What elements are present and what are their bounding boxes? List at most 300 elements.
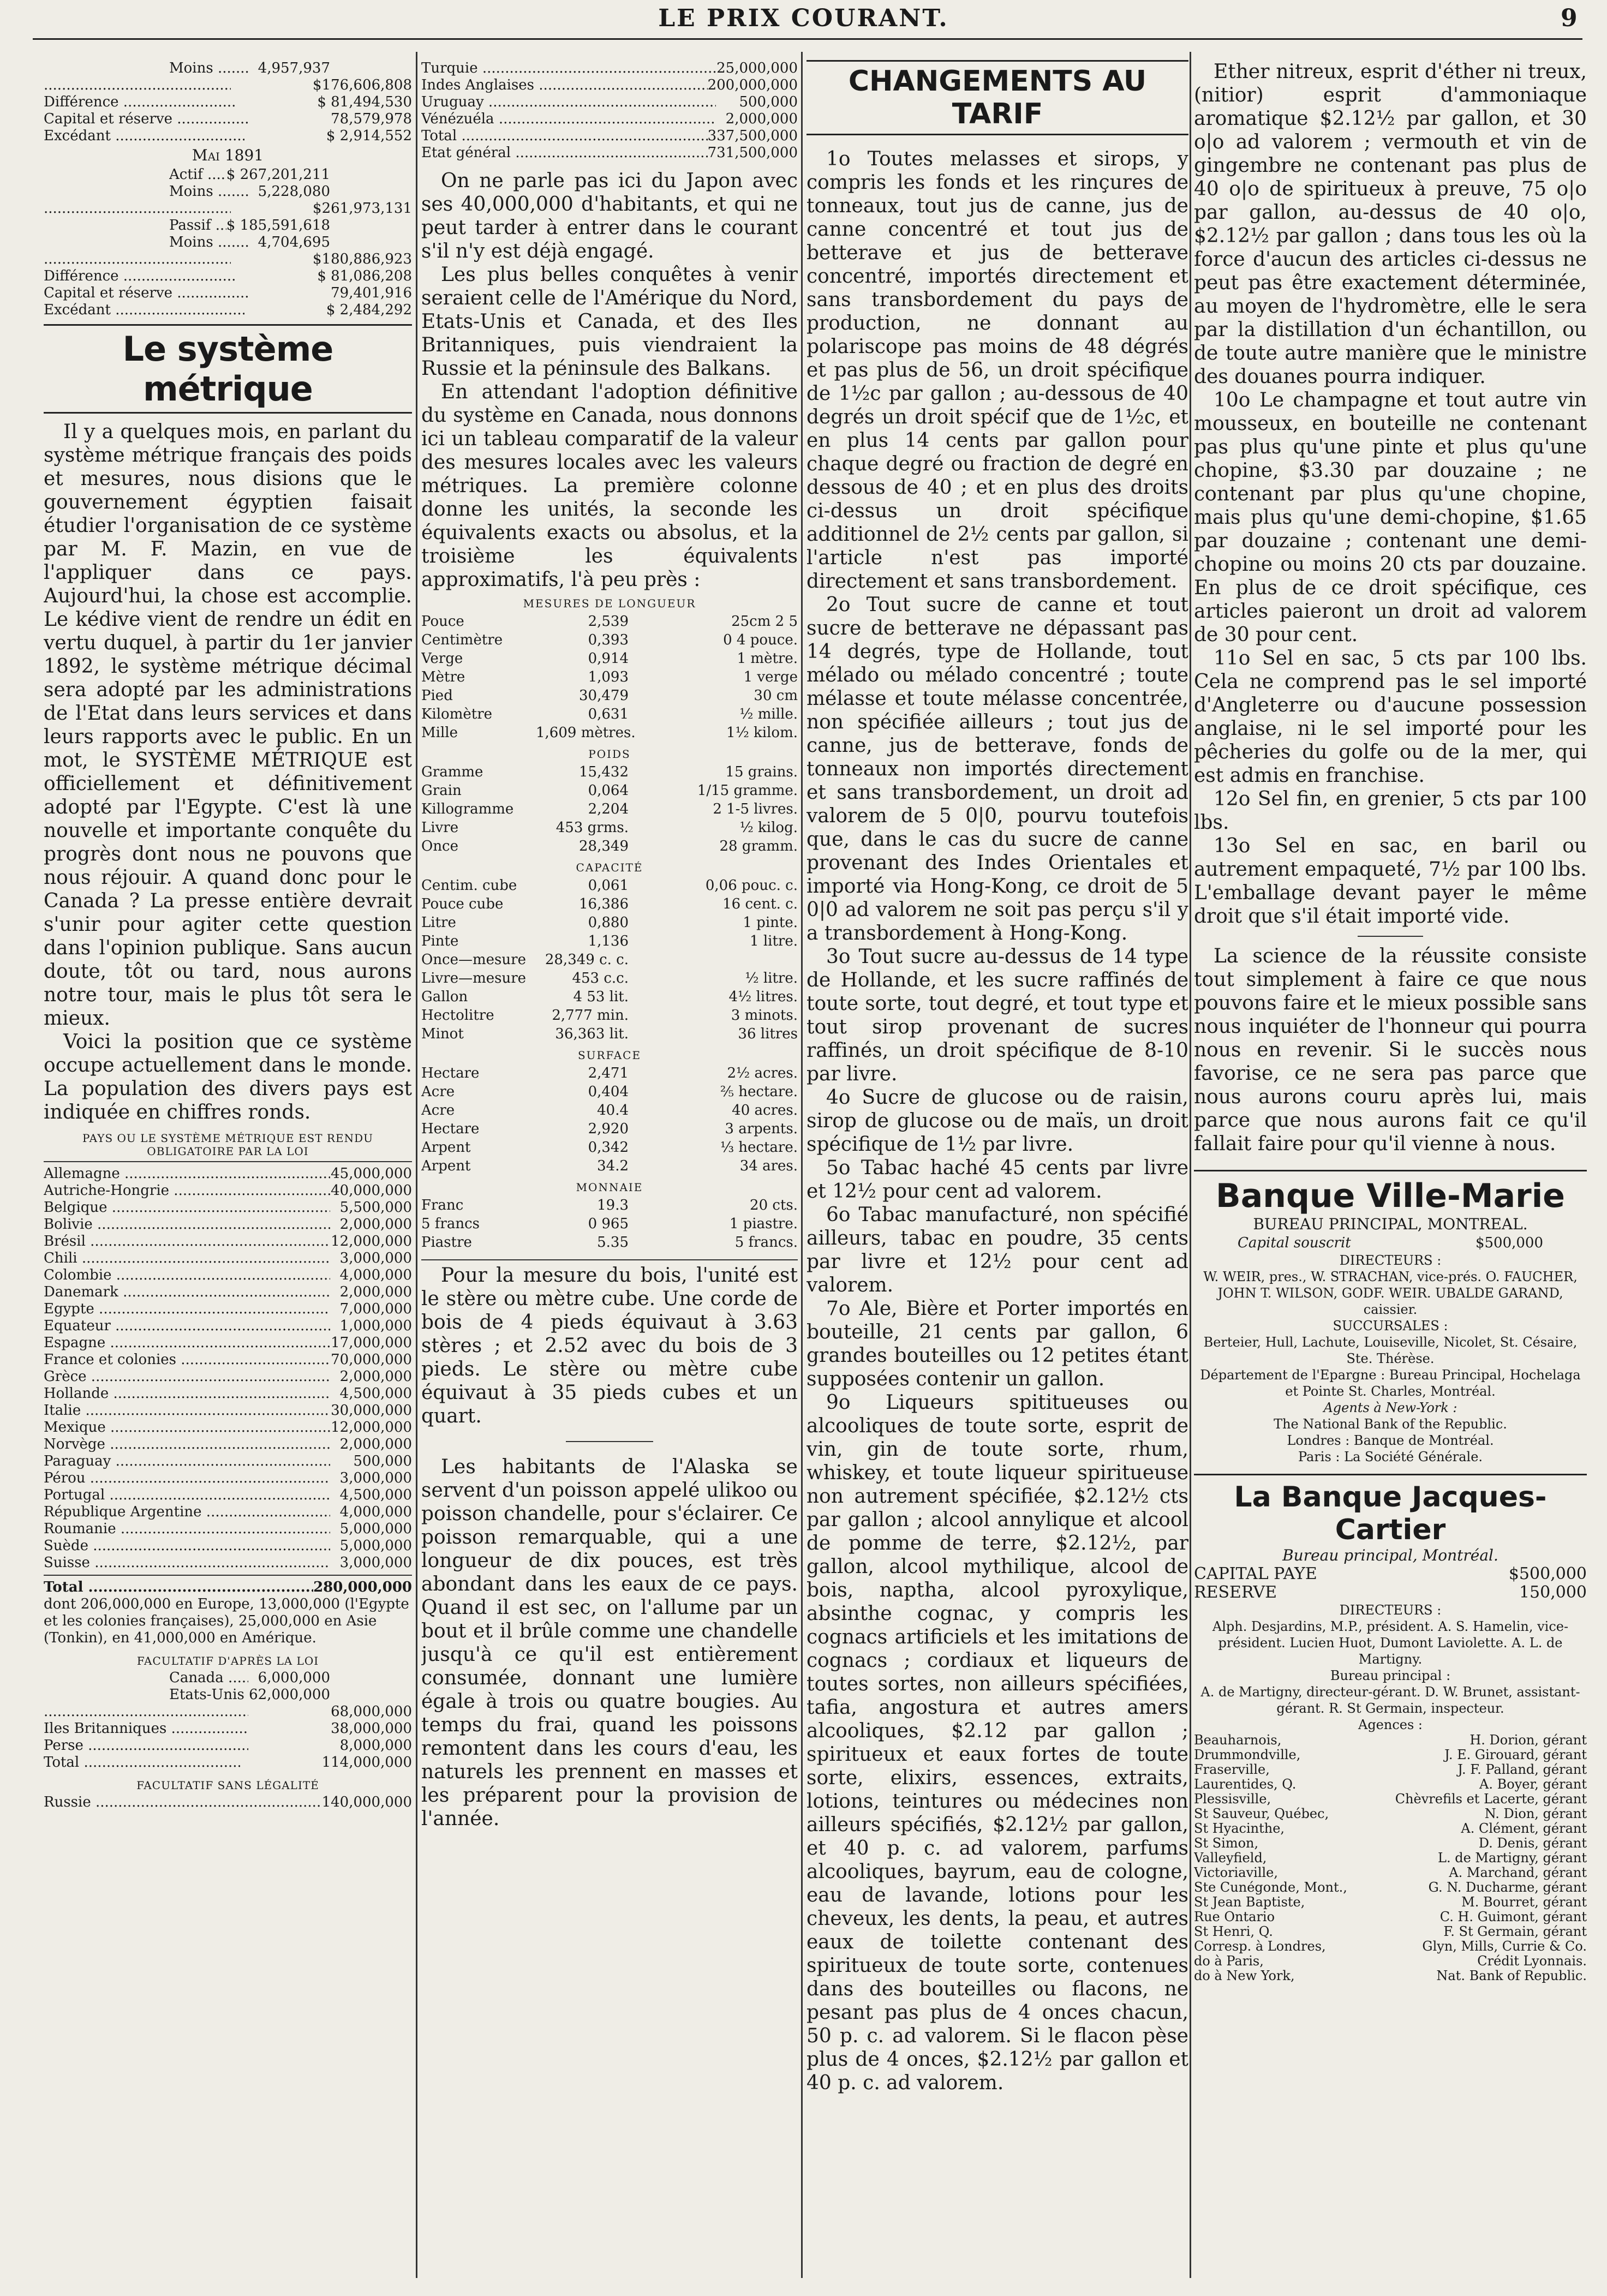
- ledger-label: Moins .....: [169, 234, 248, 251]
- agence-row: [1194, 1865, 1587, 1880]
- ledger-row: [44, 302, 412, 319]
- ledger-row: [44, 1720, 412, 1737]
- measure-exact: 0,393: [588, 632, 629, 648]
- ledger-label: Pérou .....: [44, 1470, 330, 1487]
- agence-place: St Henri, Q.: [1194, 1924, 1273, 1939]
- ledger-row: [44, 77, 412, 94]
- agence-row: [1194, 1836, 1587, 1851]
- ledger-value: [235, 94, 317, 111]
- measure-unit: Gallon: [421, 989, 468, 1005]
- ledger-label: Bolivie .....: [44, 1216, 330, 1233]
- measure-unit: Litre: [421, 914, 456, 931]
- ledger-value: 68,000,000: [331, 1703, 412, 1720]
- ledger-label: Danemark .....: [44, 1284, 330, 1301]
- bjc-reserve-value: 150,000: [1519, 1583, 1587, 1602]
- measure-approx: 28 gramm.: [719, 838, 798, 854]
- agence-manager: N. Dion, gérant: [1484, 1806, 1587, 1821]
- agence-row: [1194, 1880, 1587, 1895]
- agence-place: St Jean Baptiste,: [1194, 1894, 1305, 1910]
- ledger-row: [44, 234, 412, 251]
- ledger-row: [421, 111, 798, 128]
- ledger-value: 4,704,695: [258, 234, 330, 250]
- currency-table: [421, 1196, 798, 1252]
- column-divider: [416, 52, 417, 2278]
- measure-unit: Pouce cube: [421, 896, 504, 912]
- measure-approx: 20 cts.: [750, 1197, 798, 1213]
- ledger-value: 4,500,000: [339, 1487, 412, 1503]
- ledger-value: [330, 217, 412, 234]
- ledger-value: $ 2,484,292: [326, 302, 412, 318]
- measure-approx: 30 cm: [754, 687, 798, 704]
- ledger-value: [244, 128, 326, 145]
- ledger-value: 4,500,000: [339, 1385, 412, 1402]
- page-number: 9: [1561, 4, 1578, 32]
- ledger-label: Grèce .....: [44, 1368, 330, 1385]
- ledger-value: $ 267,201,211: [226, 166, 330, 183]
- ledger-label: Equateur .....: [44, 1318, 330, 1335]
- tariff-item: 3o Tout sucre au-dessus de 14 type de Hollande, et les sucre raffinés de toute sorte, tout degré, et tout type et tout sirop provenant de sucres raffinés, un droit spécifique de 8-10 par livre.: [807, 946, 1188, 1085]
- bvm-epargne: Département de l'Epargne : Bureau Principal, Hochelaga et Pointe St. Charles, Montréal.: [1200, 1367, 1581, 1399]
- measure-exact: 0,914: [588, 650, 629, 667]
- measure-exact: 1,609 mètres.: [536, 725, 636, 741]
- facultatif-table: [44, 1670, 412, 1771]
- currency-caption: MONNAIE: [576, 1181, 643, 1194]
- ledger-row: [421, 77, 798, 94]
- ledger-row: [421, 94, 798, 111]
- ledger-row: [44, 1703, 412, 1720]
- measure-approx: 2 1-5 livres.: [713, 801, 798, 817]
- ledger-row: [44, 268, 412, 285]
- ledger-row: [421, 145, 798, 162]
- agence-row: [1194, 1807, 1587, 1821]
- measure-unit: Hectolitre: [421, 1007, 494, 1024]
- measure-exact: 0,061: [588, 877, 629, 894]
- measure-exact: 28,349 c. c.: [545, 952, 629, 968]
- measure-exact: 0 965: [588, 1216, 629, 1232]
- ledger-label: Canada .....: [169, 1670, 248, 1687]
- ledger-row: [44, 1737, 412, 1754]
- agence-manager: H. Dorion, gérant: [1469, 1732, 1587, 1748]
- ledger-value: 731,500,000: [707, 145, 798, 161]
- ledger-label: Italie .....: [44, 1402, 330, 1419]
- rule: [44, 1161, 412, 1162]
- measure-unit: Franc: [421, 1197, 464, 1213]
- ledger-value: [248, 1737, 330, 1754]
- ledger-label: Norvège .....: [44, 1436, 330, 1453]
- ledger-value: [330, 183, 412, 200]
- ledger-label: République Argentine .....: [44, 1504, 330, 1521]
- total-note: dont 206,000,000 en Europe, 13,000,000 (l'Egypte et les colonies françaises), 25,000,000 en Asie (Tonkin), en 41,000,000 en Amérique.: [44, 1596, 409, 1646]
- measure-approx: 16 cent. c.: [722, 896, 798, 912]
- ledger-row: [421, 128, 798, 145]
- ledger-value: 5,000,000: [339, 1538, 412, 1554]
- ledger-row: [44, 1670, 412, 1687]
- agence-row: [1194, 1895, 1587, 1910]
- measure-exact: 36,363 lit.: [555, 1026, 629, 1042]
- measure-approx: 3 minots.: [731, 1007, 798, 1024]
- bvm-capital-row: [1194, 1234, 1587, 1252]
- ledger-value: 38,000,000: [331, 1720, 412, 1737]
- ledger-value: 2,000,000: [339, 1284, 412, 1300]
- ledger-row: [44, 1402, 412, 1419]
- bvm-agents: The National Bank of the Republic.: [1274, 1416, 1507, 1432]
- ledger-label: Suisse .....: [44, 1554, 330, 1571]
- agence-row: [1194, 1792, 1587, 1807]
- ledger-row: [44, 1419, 412, 1436]
- measure-unit: Once: [421, 838, 459, 854]
- banque-ville-marie-title: Banque Ville-Marie: [1194, 1170, 1587, 1215]
- agence-manager: F. St Germain, gérant: [1443, 1924, 1587, 1939]
- ledger-value: $ 185,591,618: [226, 217, 330, 234]
- ledger-value: [330, 1687, 412, 1703]
- measure-exact: 4 53 lit.: [573, 989, 629, 1005]
- newspaper-title: LE PRIX COURANT.: [658, 4, 949, 32]
- bjc-bureau-label: Bureau principal :: [1330, 1668, 1451, 1683]
- ledger-label: Capital et réserve .....: [44, 285, 248, 302]
- ledger-value: 6,000,000: [258, 1670, 330, 1686]
- ledger-value: $ 2,914,552: [326, 128, 412, 144]
- bjc-directeurs: Alph. Desjardins, M.P., président. A. S. Hamelin, vice-président. Lucien Huot, Dumont Laviolette. A. L. de Martigny.: [1212, 1619, 1569, 1667]
- ledger-label: Russie .....: [44, 1794, 322, 1811]
- agence-place: do à New York,: [1194, 1968, 1295, 1983]
- countries-total-row: [44, 1579, 412, 1596]
- measure-approx: ½ mille.: [739, 706, 798, 722]
- capacity-table: [421, 876, 798, 1043]
- measure-exact: 453 grms.: [555, 820, 629, 836]
- measure-approx: 36 litres: [738, 1026, 798, 1042]
- ledger-label: [44, 251, 231, 268]
- measure-approx: 5 francs.: [734, 1234, 798, 1251]
- ledger-value: [330, 234, 412, 251]
- column-2: [421, 60, 798, 2292]
- ledger-row: [44, 1318, 412, 1335]
- agence-manager: Nat. Bank of Republic.: [1436, 1968, 1587, 1983]
- bvm-capital-value: $500,000: [1475, 1235, 1543, 1251]
- ledger-value: 140,000,000: [321, 1794, 412, 1810]
- ledger-label: Colombie .....: [44, 1267, 330, 1284]
- countries-caption: PAYS OU LE SYSTÈME MÉTRIQUE EST RENDU OBLIGATOIRE PAR LA LOI: [82, 1132, 373, 1158]
- ledger-label: Différence .....: [44, 94, 235, 111]
- bjc-capital-row: [1194, 1565, 1587, 1583]
- agence-manager: A. Marchand, gérant: [1449, 1865, 1587, 1880]
- measure-approx: 1 mètre.: [737, 650, 798, 667]
- ledger-label: Turquie .....: [421, 60, 716, 77]
- agence-manager: J. E. Girouard, gérant: [1444, 1747, 1587, 1762]
- ledger-row: [44, 1335, 412, 1352]
- tariff-item: 13o Sel en sac, en baril ou autrement empaqueté, 7½ par 100 lbs. L'emballage devant payer le même droit que s'il était importé vide.: [1194, 835, 1587, 928]
- measure-exact: 2,777 min.: [552, 1007, 629, 1024]
- agence-place: Laurentides, Q.: [1194, 1777, 1297, 1792]
- ledger-row: [44, 1267, 412, 1284]
- measure-unit: Pinte: [421, 933, 459, 949]
- ledger-row: [44, 183, 412, 200]
- ledger-row: [44, 1794, 412, 1811]
- ledger-row: [44, 111, 412, 128]
- ledger-label: Total .....: [421, 128, 708, 145]
- ledger-label: Portugal .....: [44, 1487, 330, 1504]
- ledger-value: 40,000,000: [331, 1182, 412, 1199]
- ledger-row: [44, 1687, 412, 1703]
- ledger-row: [44, 1504, 412, 1521]
- ledger-value: [235, 268, 317, 285]
- bvm-directeurs-label: DIRECTEURS :: [1339, 1253, 1442, 1268]
- bvm-londres: Londres : Banque de Montréal.: [1287, 1433, 1494, 1448]
- ledger-label: Brésil .....: [44, 1233, 330, 1250]
- measure-exact: 15,432: [579, 764, 629, 780]
- countries-table: [44, 1165, 412, 1571]
- ledger-row: [44, 1554, 412, 1571]
- ledger-label: [44, 200, 231, 217]
- tariff-item: 2o Tout sucre de canne et tout sucre de betterave ne dépassant pas 14 degrés, type de Hollande, tout mélado ou mélado concentré ; toute mélasse et toute mélasse concentrée, non spécifiée ailleurs ; tout jus de canne, jus de betterave, fonds de tonneaux non importés directement et sans transbordement, un droit ad valorem de 5 0|0, pourvu toutefois que, dans le cas du sucre de canne provenant des Indes Orientales et importé via Hong-Kong, ce droit de 5 0|0 ad valorem ne soit pas perçu s'il y a transbordement à Hong-Kong.: [807, 594, 1188, 944]
- agence-place: Rue Ontario: [1194, 1909, 1275, 1924]
- measure-approx: 1 piastre.: [729, 1216, 798, 1232]
- tariff-item: 4o Sucre de glucose ou de raisin, sirop de glucose ou de maïs, un droit spécifique de 1½ par livre.: [807, 1086, 1188, 1156]
- measure-exact: 28,349: [579, 838, 629, 854]
- agence-place: Victoriaville,: [1194, 1865, 1278, 1880]
- ledger-value: 12,000,000: [331, 1419, 412, 1436]
- ledger-row: [44, 128, 412, 145]
- ledger-value: 200,000,000: [707, 77, 798, 93]
- measure-unit: 5 francs: [421, 1216, 480, 1232]
- agence-manager: G. N. Ducharme, gérant: [1428, 1880, 1587, 1895]
- measure-unit: Hectare: [421, 1121, 480, 1137]
- measure-exact: 0,631: [588, 706, 629, 722]
- agence-manager: A. Clément, gérant: [1461, 1821, 1587, 1836]
- ledger-label: Moins .....: [169, 183, 248, 200]
- measure-approx: ½ litre.: [745, 970, 798, 986]
- measure-exact: 19.3: [597, 1197, 629, 1213]
- ledger-value: $ 81,494,530: [317, 94, 412, 110]
- ledger-value: 4,000,000: [339, 1267, 412, 1283]
- ledger-value: [231, 251, 313, 268]
- ledger-value: 2,000,000: [339, 1436, 412, 1452]
- measure-approx: 0,06 pouc. c.: [705, 877, 798, 894]
- balance-sheet-top: [44, 60, 412, 145]
- ledger-value: 114,000,000: [321, 1754, 412, 1771]
- ledger-row: [44, 1216, 412, 1233]
- ledger-row: [44, 1487, 412, 1504]
- ledger-value: 2,000,000: [725, 111, 798, 127]
- ledger-value: 17,000,000: [331, 1335, 412, 1351]
- ledger-row: [44, 1199, 412, 1216]
- ledger-value: [231, 200, 313, 217]
- agence-manager: Crédit Lyonnais.: [1477, 1953, 1587, 1969]
- ledger-label: Vénézuéla .....: [421, 111, 716, 128]
- measure-approx: 1 litre.: [750, 933, 798, 949]
- agence-row: [1194, 1954, 1587, 1969]
- bjc-capital-value: $500,000: [1508, 1564, 1587, 1583]
- ledger-label: Chili .....: [44, 1250, 330, 1267]
- measure-unit: Pouce: [421, 613, 464, 630]
- measure-exact: 0,404: [588, 1084, 629, 1100]
- ledger-label: Iles Britanniques .....: [44, 1720, 248, 1737]
- ledger-value: 2,000,000: [339, 1216, 412, 1233]
- ledger-row: [44, 1385, 412, 1402]
- ledger-label: Différence .....: [44, 268, 235, 285]
- measure-approx: 1½ kilom.: [726, 725, 798, 741]
- ledger-label: Uruguay .....: [421, 94, 716, 111]
- bjc-agences-label: Agences :: [1358, 1717, 1423, 1732]
- success-paragraph: La science de la réussite consiste tout simplement à faire ce que nous pouvons faire et le mieux possible sans nous inquiéter de l'honneur qui pourra nous en revenir. Si le succès nous favorise, ce ne sera pas parce que nous aurons couru après lui, mais parce que nous aurons fait ce qu'il fallait faire pour qu'il vienne à nous.: [1194, 945, 1587, 1155]
- ledger-row: [44, 94, 412, 111]
- ledger-label: Indes Anglaises .....: [421, 77, 708, 94]
- agence-place: St Sauveur, Québec,: [1194, 1806, 1329, 1821]
- bjc-capital-label: CAPITAL PAYE: [1194, 1564, 1317, 1583]
- tariff-item: Ether nitreux, esprit d'éther ni treux, (nitior) esprit d'ammoniaque aromatique $2.12½ par gallon, et 30 o|o ad valorem ; vermouth et vin de gingembre ne contenant pas plus de 40 o|o de spiritueux à preuve, 75 o|o par gallon, au-dessus de 40 o|o, $2.12½ par gallon ; dans tous les où la force d'aucun des articles ci-dessus ne peut pas être exactement déterminée, au moyen de l'hydromètre, elle le sera par la distillation d'un échantillon, ou de toute autre manière que le ministre des douanes pourra indiquer.: [1194, 61, 1587, 388]
- ledger-row: [44, 1233, 412, 1250]
- ledger-label: Excédant .....: [44, 302, 244, 319]
- measure-approx: 1 verge: [743, 669, 798, 685]
- measure-unit: Livre—mesure: [421, 970, 527, 986]
- article-paragraph: On ne parle pas ici du Japon avec ses 40,000,000 d'habitants, et qui ne peut tarder à entrer dans le courant s'il n'y est déjà engagé.: [421, 170, 798, 262]
- agence-place: Plessisville,: [1194, 1791, 1271, 1807]
- measure-exact: 0,064: [588, 782, 629, 799]
- ledger-value: 5,000,000: [339, 1521, 412, 1537]
- measure-unit: Piastre: [421, 1234, 472, 1251]
- measure-unit: Livre: [421, 820, 459, 836]
- agence-place: Ste Cunégonde, Mont.,: [1194, 1880, 1347, 1895]
- measure-unit: Acre: [421, 1084, 455, 1100]
- ledger-row: [44, 1368, 412, 1385]
- sans-legalite-table: [44, 1794, 412, 1811]
- ledger-value: 70,000,000: [331, 1352, 412, 1368]
- measure-approx: ⅖ hectare.: [720, 1084, 798, 1100]
- ledger-value: 12,000,000: [331, 1233, 412, 1249]
- bvm-paris: Paris : La Société Générale.: [1298, 1449, 1483, 1464]
- metric-paragraph: Il y a quelques mois, en parlant du système métrique français des poids et mesures, nous disions que le gouvernement égyptien faisait étudier l'organisation de ce système par M. F. Mazin, en vue de l'appliquer dans ce pays. Aujourd'hui, la chose est accomplie. Le kédive vient de rendre un édit en vertu duquel, à partir du 1er janvier 1892, le système métrique décimal sera adopté par les administrations de l'Etat dans leurs services et dans leurs rapports avec le public. En un mot, le SYSTÈME MÉTRIQUE est officiellement et définitivement adopté par l'Egypte. C'est là une nouvelle et importante conquête du progrès dont nous ne pouvons que nous réjouir. A quand donc pour le Canada ? La presse entière devrait s'unir pour agiter cette question dans l'opinion publique. Sans aucun doute, tôt ou tard, nous aurons notre tour, mais le plus tôt sera le mieux.: [44, 421, 412, 1030]
- agence-row: [1194, 1748, 1587, 1762]
- measure-approx: 1/15 gramme.: [697, 782, 798, 799]
- ledger-label: Suède .....: [44, 1538, 330, 1554]
- measure-approx: 0 4 pouce.: [723, 632, 798, 648]
- surface-caption: SURFACE: [577, 1049, 642, 1062]
- ledger-label: Paraguay .....: [44, 1453, 330, 1470]
- column-divider: [1190, 52, 1191, 2278]
- tariff-item: 10o Le champagne et tout autre vin mousseux, en bouteille ne contenant pas plus qu'une pinte et plus qu'une chopine, $3.30 par douzaine ; ne contenant par plus qu'une chopine, mais plus qu'une demi-chopine, $1.65 par douzaine ; contenant une demi-chopine ou moins 20 cts par douzaine. En plus de ce droit spécifique, ces articles paieront un droit ad valorem de 30 pour cent.: [1194, 389, 1587, 646]
- total-label: Total .....: [44, 1579, 313, 1596]
- bjc-directeurs-label: DIRECTEURS :: [1339, 1603, 1442, 1618]
- ledger-label: Espagne .....: [44, 1335, 330, 1352]
- measure-exact: 2,920: [588, 1121, 629, 1137]
- agence-row: [1194, 1733, 1587, 1748]
- ledger-row: [44, 1250, 412, 1267]
- ledger-row: [44, 166, 412, 183]
- bvm-directeurs: W. WEIR, pres., W. STRACHAN, vice-prés. O. FAUCHER, JOHN T. WILSON, GODF. WEIR. UBALDE GARAND, caissier.: [1203, 1269, 1578, 1317]
- measure-approx: 3 arpents.: [725, 1121, 798, 1137]
- agence-manager: L. de Martigny, gérant: [1438, 1850, 1587, 1865]
- agence-row: [1194, 1939, 1587, 1954]
- agence-row: [1194, 1821, 1587, 1836]
- length-measures-table: [421, 612, 798, 742]
- total-value: 280,000,000: [313, 1579, 412, 1595]
- capacity-caption: CAPACITÉ: [576, 861, 643, 874]
- ledger-label: Mexique .....: [44, 1419, 330, 1436]
- measure-approx: 2½ acres.: [727, 1065, 798, 1081]
- alaska-paragraph: Les habitants de l'Alaska se servent d'un poisson appelé ulikoo ou poisson chandelle, pour s'éclairer. Ce poisson remarquable, qui a une longueur de dix pouces, est très abondant dans les eaux de ce pays. Quand il est sec, on l'allume par un bout et il brûle comme une chandelle jusqu'à ce qu'il est entièrement consumée, donnant une lumière égale à trois ou quatre bougies. Au temps du frai, quand les poissons remontent dans les cours d'eau, les naturels les prennent en masses et les préparent pour la provision de l'année.: [421, 1456, 798, 1830]
- ledger-row: [44, 217, 412, 234]
- population-continued-table: [421, 60, 798, 162]
- bvm-bureau: BUREAU PRINCIPAL, MONTREAL.: [1253, 1215, 1528, 1233]
- agence-row: [1194, 1851, 1587, 1865]
- header-rule: [33, 38, 1582, 40]
- ledger-value: 5,228,080: [258, 183, 330, 200]
- measure-unit: Centim. cube: [421, 877, 517, 894]
- facultatif-caption: FACULTATIF D'APRÈS LA LOI: [136, 1654, 319, 1667]
- measure-unit: Gramme: [421, 764, 483, 780]
- measure-exact: 5.35: [597, 1234, 629, 1251]
- tariff-item: 9o Liqueurs spititueuses ou alcooliques de toute sorte, esprit de vin, gin de toute sorte, rhum, whiskey, et toute liqueur spiritueuse non autrement spécifiée, $2.12½ cts par gallon ; alcool annylique et alcool de pomme de terre, $2.12½, par gallon, alcool mythilique, alcool de bois, naptha, alcool pyroxylique, absinthe cognac, y compris les cognacs artificiels et les imitations de cognacs ; cordiaux et liqueurs de toutes sortes, non ailleurs spécifiées, tafia, angostura et autres amers alcooliques, $2.12 par gallon ; spiritueux et eaux fortes de toute sorte, elixirs, essences, extraits, lotions, teintures ou médecines non ailleurs spécifiés, $2.12½ par gallon, et 40 p. c. ad valorem, parfums alcooliques, bayrum, eau de cologne, eau de lavande, lotions pour les cheveux, les dents, la peau, et autres eaux de toilette contenant des spiritueux de toute sorte, contenues dans des bouteilles ou flacons, ne pesant pas plus de 4 onces chacun, 50 p. c. ad valorem. Si le flacon pèse plus de 4 onces, $2.12½ par gallon et 40 p. c. ad valorem.: [807, 1391, 1188, 2094]
- agence-row: [1194, 1762, 1587, 1777]
- rule: [421, 1259, 798, 1260]
- ledger-value: 30,000,000: [331, 1402, 412, 1419]
- bvm-agents-label: Agents à New-York :: [1323, 1400, 1457, 1415]
- ledger-value: 337,500,000: [707, 128, 798, 144]
- measure-exact: 34.2: [597, 1158, 629, 1174]
- ledger-value: 500,000: [353, 1453, 412, 1469]
- ledger-label: Hollande .....: [44, 1385, 330, 1402]
- ledger-value: [248, 1720, 330, 1737]
- bjc-bureau: Bureau principal, Montréal.: [1282, 1546, 1498, 1564]
- measure-approx: 4½ litres.: [728, 989, 798, 1005]
- ledger-row: [44, 1436, 412, 1453]
- measures-caption: MESURES DE LONGUEUR: [523, 597, 696, 610]
- measure-unit: Killogramme: [421, 801, 514, 817]
- measure-unit: Grain: [421, 782, 462, 799]
- measure-unit: Arpent: [421, 1139, 471, 1156]
- ledger-value: 3,000,000: [339, 1554, 412, 1571]
- measure-exact: 16,386: [579, 896, 629, 912]
- ledger-row: [44, 1352, 412, 1368]
- agence-place: do à Paris,: [1194, 1953, 1264, 1969]
- ledger-value: 3,000,000: [339, 1250, 412, 1266]
- agence-row: [1194, 1910, 1587, 1924]
- measure-approx: ½ kilog.: [739, 820, 798, 836]
- measure-unit: Arpent: [421, 1158, 471, 1174]
- measure-approx: 25cm 2 5: [731, 613, 798, 630]
- column-3: [807, 60, 1188, 2292]
- balance-sheet-mai: [44, 166, 412, 319]
- ledger-label: Etats-Unis .....: [169, 1687, 248, 1703]
- section-heading-metric-system: Le système métrique: [44, 324, 412, 414]
- measure-exact: 2,539: [588, 613, 629, 630]
- ledger-value: [240, 1754, 322, 1771]
- ledger-row: [44, 200, 412, 217]
- agence-place: Valleyfield,: [1194, 1850, 1267, 1865]
- measure-exact: 0,880: [588, 914, 629, 931]
- agence-row: [1194, 1924, 1587, 1939]
- measure-unit: Mille: [421, 725, 458, 741]
- metric-paragraph: Voici la position que ce système occupe actuellement dans le monde. La population des divers pays est indiquée en chiffres ronds.: [44, 1031, 412, 1123]
- measure-approx: 15 grains.: [725, 764, 798, 780]
- ledger-row: [44, 1182, 412, 1199]
- agence-manager: J. F. Palland, gérant: [1457, 1762, 1587, 1777]
- measure-exact: 30,479: [579, 687, 629, 704]
- measure-exact: 0,342: [588, 1139, 629, 1156]
- ledger-value: 500,000: [739, 94, 798, 110]
- ledger-value: $ 81,086,208: [317, 268, 412, 284]
- ledger-label: Actif .....: [169, 166, 226, 183]
- ledger-label: Perse .....: [44, 1737, 248, 1754]
- tariff-item: 12o Sel fin, en grenier, 5 cts par 100 lbs.: [1194, 788, 1587, 834]
- ledger-value: 3,000,000: [339, 1470, 412, 1486]
- agence-manager: D. Denis, gérant: [1478, 1835, 1587, 1851]
- ledger-row: [44, 1284, 412, 1301]
- column-divider: [801, 52, 803, 2278]
- ledger-value: 1,000,000: [339, 1318, 412, 1334]
- ledger-row: [44, 1754, 412, 1771]
- short-rule: [1358, 936, 1423, 937]
- ledger-label: Belgique .....: [44, 1199, 330, 1216]
